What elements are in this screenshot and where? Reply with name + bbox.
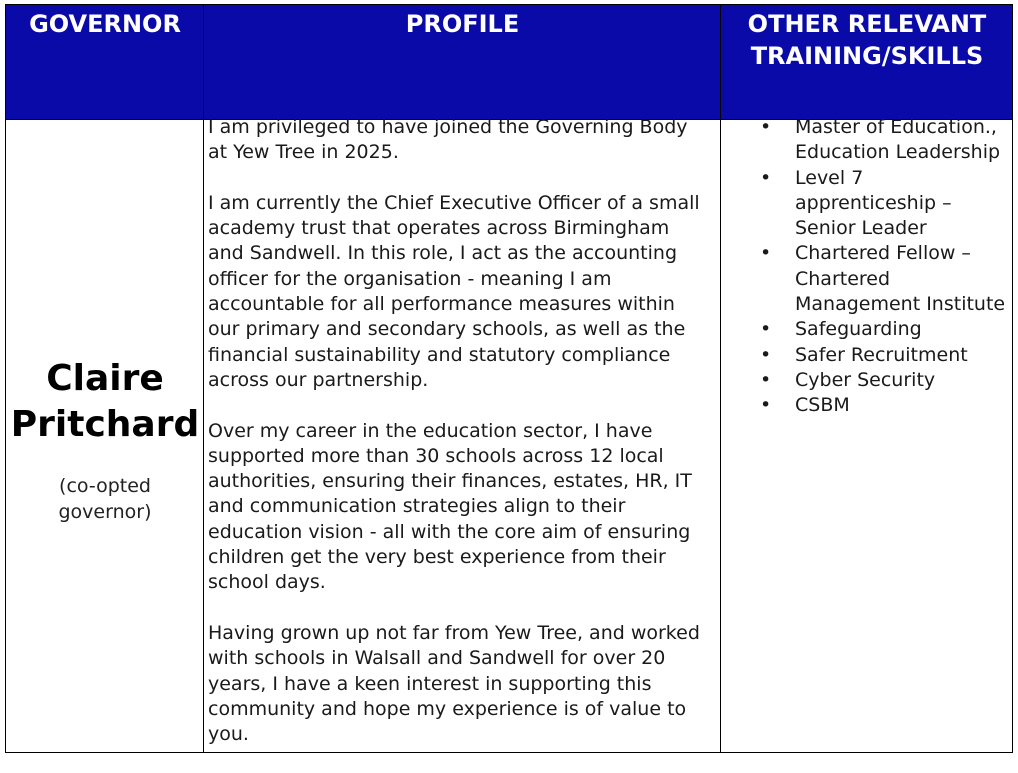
table-header-row <box>6 5 1012 120</box>
skill-item <box>730 317 1010 342</box>
skill-text: Safer Recruitment <box>795 343 968 366</box>
header-training <box>721 5 1013 119</box>
profile-paragraph: I am privileged to have joined the Governing Body at Yew Tree in 2025. <box>208 116 688 164</box>
skill-item <box>730 393 1010 418</box>
skill-text: Safeguarding <box>795 318 922 341</box>
bullet-icon: • <box>760 343 772 366</box>
governor-role <box>6 473 204 525</box>
profile-paragraph: Having grown up not far from Yew Tree, and worked with schools in Walsall and Sandwell for over 20 years, I have a keen interest in supporting this community and hope my experience is of value to you. <box>208 621 700 746</box>
skill-item <box>730 241 1010 317</box>
header-training-line2: TRAINING/SKILLS <box>750 42 984 70</box>
header-governor: GOVERNOR <box>29 10 181 38</box>
bullet-icon: • <box>760 394 772 417</box>
skill-text: Level 7 apprenticeship – Senior Leader <box>795 166 952 240</box>
skill-text: Chartered Fellow – Chartered Management Institute <box>795 242 1006 316</box>
bullet-icon: • <box>760 116 772 138</box>
header-training-line1: OTHER RELEVANT <box>747 10 987 38</box>
skill-item <box>730 115 1010 166</box>
column-divider <box>720 5 721 752</box>
governor-last-name: Pritchard <box>10 404 200 445</box>
governor-cell <box>6 120 204 752</box>
skill-item <box>730 343 1010 368</box>
profile-paragraph: I am currently the Chief Executive Officer of a small academy trust that operates across Birmingham and Sandwell. In this role, I act as the accounting officer for the organisation - meaning I am accountable for all performance measures within our primary and secondary schools, as well as the financial sustainability and statutory compliance across our partnership. <box>208 191 700 391</box>
profile-paragraph: Over my career in the education sector, I have supported more than 30 schools across 12 local authorities, ensuring their finances, estates, HR, IT and communication strategies align to their education vision - all with the core aim of ensuring children get the very best experience from their school days. <box>208 419 692 594</box>
governor-first-name: Claire <box>46 358 164 399</box>
bullet-icon: • <box>760 242 772 265</box>
governor-role-line2: governor) <box>58 501 152 523</box>
skill-item <box>730 368 1010 393</box>
profile-cell <box>208 115 708 773</box>
header-profile: PROFILE <box>405 10 520 38</box>
skill-text: Cyber Security <box>795 368 936 391</box>
governor-name <box>6 356 204 448</box>
bullet-icon: • <box>760 166 772 189</box>
skill-text: Master of Education., Education Leadership <box>795 116 1001 164</box>
bullet-icon: • <box>760 318 772 341</box>
governor-role-line1: (co-opted <box>59 475 151 497</box>
skills-list <box>730 115 1010 419</box>
skill-text: CSBM <box>795 394 850 417</box>
skill-item <box>730 166 1010 242</box>
bullet-icon: • <box>760 368 772 391</box>
